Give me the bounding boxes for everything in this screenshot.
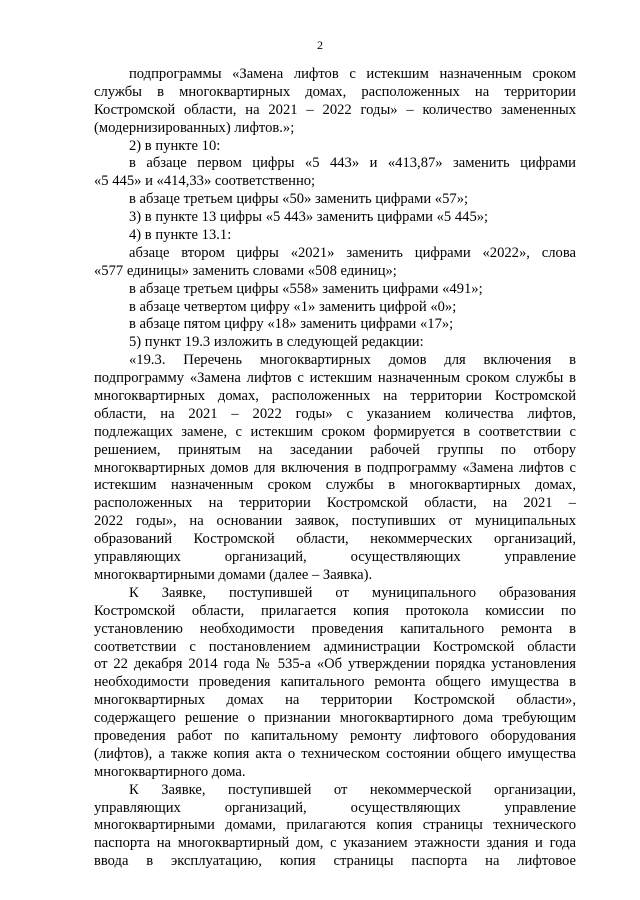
text-line: подлежащих замене, с истекшим сроком формируется в соответствии с bbox=[94, 423, 576, 440]
text-line: соответствии с постановлением администрации Костромской области bbox=[94, 638, 576, 655]
text-line: Костромской области, прилагается копия протокола комиссии по bbox=[94, 602, 576, 619]
text-line: «577 единицы» заменить словами «508 единиц»; bbox=[94, 262, 397, 279]
text-line: 3) в пункте 13 цифры «5 443» заменить цифрами «5 445»; bbox=[129, 209, 489, 226]
text-line: многоквартирных домах, расположенных на территории Костромской bbox=[94, 388, 576, 405]
text-line: многоквартирных домах на территории Костромской области», bbox=[94, 692, 576, 709]
text-line: необходимости проведения капитального ремонта общего имущества в bbox=[94, 674, 576, 691]
text-line: истекшим назначенным сроком службы в многоквартирных домах, bbox=[94, 477, 576, 494]
text-line: подпрограммы «Замена лифтов с истекшим назначенным сроком bbox=[129, 66, 576, 82]
text-line: области, на 2021 – 2022 годы» с указанием количества лифтов, bbox=[94, 405, 576, 422]
text-line: (модернизированных) лифтов.»; bbox=[94, 119, 295, 136]
text-line: в абзаце третьем цифры «50» заменить цифрами «57»; bbox=[129, 191, 469, 208]
text-line: расположенных на территории Костромской области, на 2021 – bbox=[94, 495, 576, 512]
text-line: паспорта на многоквартирный дом, с указанием этажности здания и года bbox=[94, 835, 576, 852]
text-line: 2) в пункте 10: bbox=[129, 137, 221, 154]
text-line: ввода в эксплуатацию, копия страницы паспорта на лифтовое bbox=[94, 853, 576, 870]
text-line: 2022 годы», на основании заявок, поступивших от муниципальных bbox=[94, 513, 576, 530]
text-line: подпрограмму «Замена лифтов с истекшим назначенным сроком службы в bbox=[94, 370, 576, 387]
text-line: 4) в пункте 13.1: bbox=[129, 227, 232, 244]
text-line: «19.3. Перечень многоквартирных домов для включения в bbox=[129, 352, 576, 369]
text-line: в абзаце четвертом цифру «1» заменить цифрой «0»; bbox=[129, 298, 457, 315]
text-line: установлению необходимости проведения капитального ремонта в bbox=[94, 620, 576, 637]
text-line: абзаце втором цифры «2021» заменить цифрами «2022», слова bbox=[129, 244, 576, 261]
text-line: управляющих организаций, осуществляющих управление bbox=[94, 799, 576, 816]
page-number: 2 bbox=[317, 38, 323, 52]
text-line: 5) пункт 19.3 изложить в следующей редакции: bbox=[129, 334, 424, 351]
text-line: многоквартирными домами, прилагаются копия страницы технического bbox=[94, 817, 576, 834]
text-line: многоквартирными домами (далее – Заявка). bbox=[94, 566, 373, 583]
text-line: от 22 декабря 2014 года № 535-а «Об утверждении порядка установления bbox=[94, 656, 576, 673]
text-line: содержащего решение о признании многоквартирного дома требующим bbox=[94, 710, 576, 727]
text-line: службы в многоквартирных домах, расположенных на территории bbox=[94, 83, 576, 100]
text-line: в абзаце первом цифры «5 443» и «413,87» заменить цифрами bbox=[129, 155, 576, 172]
text-line: многоквартирных домов для включения в подпрограмму «Замена лифтов с bbox=[94, 459, 576, 476]
text-line: решением, принятым на заседании рабочей группы по отбору bbox=[94, 441, 576, 458]
text-line: управляющих организаций, осуществляющих управление bbox=[94, 549, 576, 566]
text-line: в абзаце третьем цифры «558» заменить цифрами «491»; bbox=[129, 280, 483, 297]
text-line: проведения работ по капитальному ремонту лифтового оборудования bbox=[94, 727, 576, 744]
text-line: К Заявке, поступившей от некоммерческой организации, bbox=[129, 781, 576, 798]
text-line: многоквартирного дома. bbox=[94, 763, 246, 780]
text-line: Костромской области, на 2021 – 2022 годы» – количество замененных bbox=[94, 101, 576, 118]
text-line: образований Костромской области, некоммерческих организаций, bbox=[94, 531, 576, 548]
text-line: К Заявке, поступившей от муниципального образования bbox=[129, 584, 576, 601]
text-line: (лифтов), а также копия акта о техническом состоянии общего имущества bbox=[94, 745, 576, 762]
document-body bbox=[94, 66, 576, 871]
text-line: в абзаце пятом цифру «18» заменить цифрами «17»; bbox=[129, 316, 454, 333]
text-line: «5 445» и «414,33» соответственно; bbox=[94, 173, 316, 190]
